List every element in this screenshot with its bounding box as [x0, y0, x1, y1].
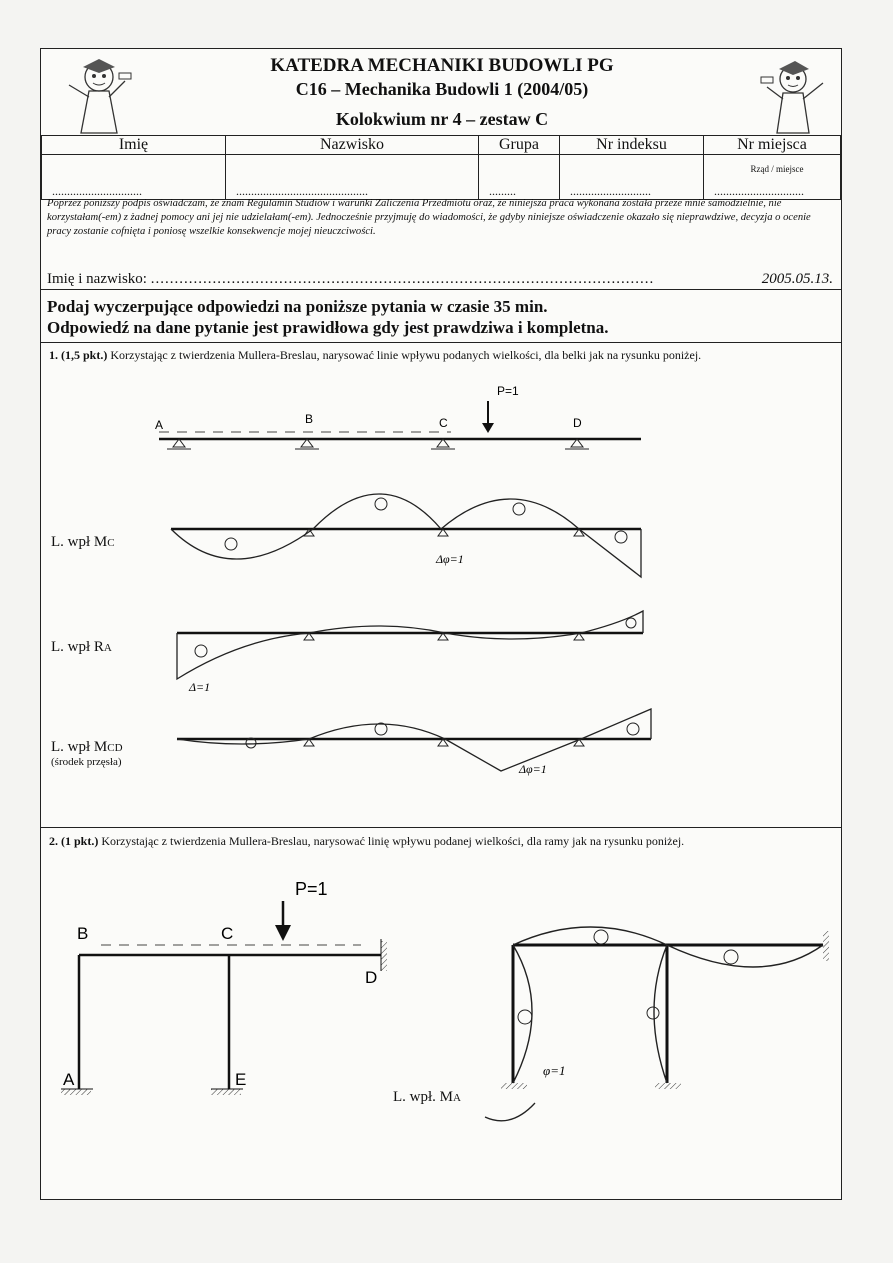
load-arrow-icon: [482, 423, 494, 433]
declaration-text: Poprzez poniższy podpis oświadczam, że znam Regulamin Studiów i warunki Zaliczenia Przedmiotu oraz, że niniejsza praca wykonana została przeze mnie samodzielnie, nie korzystałam(-em) z żadnej pomocy ani jej nie udzielałam(-em). Jednocześnie przyjmuję do wiadomości, że gdyby niniejsze oświadczenie okazało się nieprawdziwe, decyzja o ocenie pracy zostanie cofnięta i poniosę wszelkie konsekwencje mojej nieuczciwości.: [47, 198, 811, 237]
label-mc: L. wpł MC: [51, 534, 115, 550]
exam-sheet: [40, 48, 842, 1200]
label-mcd-note: (środek przęsła): [51, 756, 122, 768]
influence-line-mc: [171, 494, 641, 577]
hw-dphi-1: Δφ=1: [436, 552, 464, 566]
label-ra: L. wpł RA: [51, 639, 112, 655]
col-index: Nr indeksu: [560, 136, 704, 155]
node-c: C: [439, 416, 448, 430]
frame-q2: [61, 879, 387, 1095]
question-2-number: 2. (1 pkt.): [49, 834, 99, 848]
hw-dphi-2: Δφ=1: [519, 762, 547, 776]
col-first-name: Imię: [42, 136, 226, 155]
node-e-q2: E: [235, 1070, 247, 1089]
name-label: Imię i nazwisko:: [47, 271, 147, 287]
last-name-field[interactable]: ............................................: [226, 155, 479, 200]
first-name-field[interactable]: ..............................: [42, 155, 226, 200]
department-title: KATEDRA MECHANIKI BUDOWLI PG: [270, 55, 614, 76]
seat-subtitle: Rząd / miejsce: [750, 164, 804, 174]
course-title: C16 – Mechanika Budowli 1 (2004/05): [295, 79, 589, 99]
node-b-q2: B: [77, 924, 89, 943]
node-a-q2: A: [63, 1070, 75, 1089]
node-d-q2: D: [365, 968, 378, 987]
exam-date: 2005.05.13.: [761, 271, 833, 287]
node-d: D: [573, 416, 582, 430]
node-c-q2: C: [221, 924, 234, 943]
support-c: [431, 439, 455, 449]
col-seat: Nr miejsca: [704, 136, 841, 155]
support-a: [167, 439, 191, 449]
question-1-body: Korzystając z twierdzenia Mullera-Breslau, narysować linie wpływu podanych wielkości, dla belki jak na rysunku poniżej.: [110, 348, 702, 362]
name-blank[interactable]: ..........................................................................................................: [150, 271, 655, 287]
label-ma: L. wpł. MA: [393, 1089, 461, 1105]
col-group: Grupa: [479, 136, 560, 155]
hw-delta-1: Δ=1: [189, 680, 211, 694]
diagrams: [41, 49, 843, 1201]
influence-line-ra: [177, 611, 643, 694]
influence-line-mcd: [177, 709, 651, 776]
instructions-line-2: Odpowiedź na dane pytanie jest prawidłowa gdy jest prawdziwa i kompletna.: [47, 318, 609, 337]
hw-phi: φ=1: [543, 1063, 566, 1078]
beam-q1: [155, 384, 641, 449]
seat-field[interactable]: Rząd / miejsce ..............................: [704, 155, 841, 200]
support-d: [565, 439, 589, 449]
question-2-body: Korzystając z twierdzenia Mullera-Breslau, narysować linię wpływu podanej wielkości, dla ramy jak na rysunku poniżej.: [101, 834, 685, 848]
instructions-line-1: Podaj wyczerpujące odpowiedzi na poniższe pytania w czasie 35 min.: [47, 297, 548, 316]
label-mcd: L. wpł MCD: [51, 739, 123, 755]
influence-line-ma: [485, 927, 829, 1121]
group-field[interactable]: .........: [479, 155, 560, 200]
load-p1-q2: P=1: [295, 879, 328, 899]
test-title: Kolokwium nr 4 – zestaw C: [335, 109, 549, 129]
load-p1: P=1: [497, 384, 519, 398]
node-b: B: [305, 412, 314, 426]
col-last-name: Nazwisko: [226, 136, 479, 155]
support-b: [295, 439, 319, 449]
index-field[interactable]: ...........................: [560, 155, 704, 200]
load-arrow-icon-2: [275, 925, 291, 941]
node-a: A: [155, 418, 164, 432]
question-1-number: 1. (1,5 pkt.): [49, 348, 108, 362]
